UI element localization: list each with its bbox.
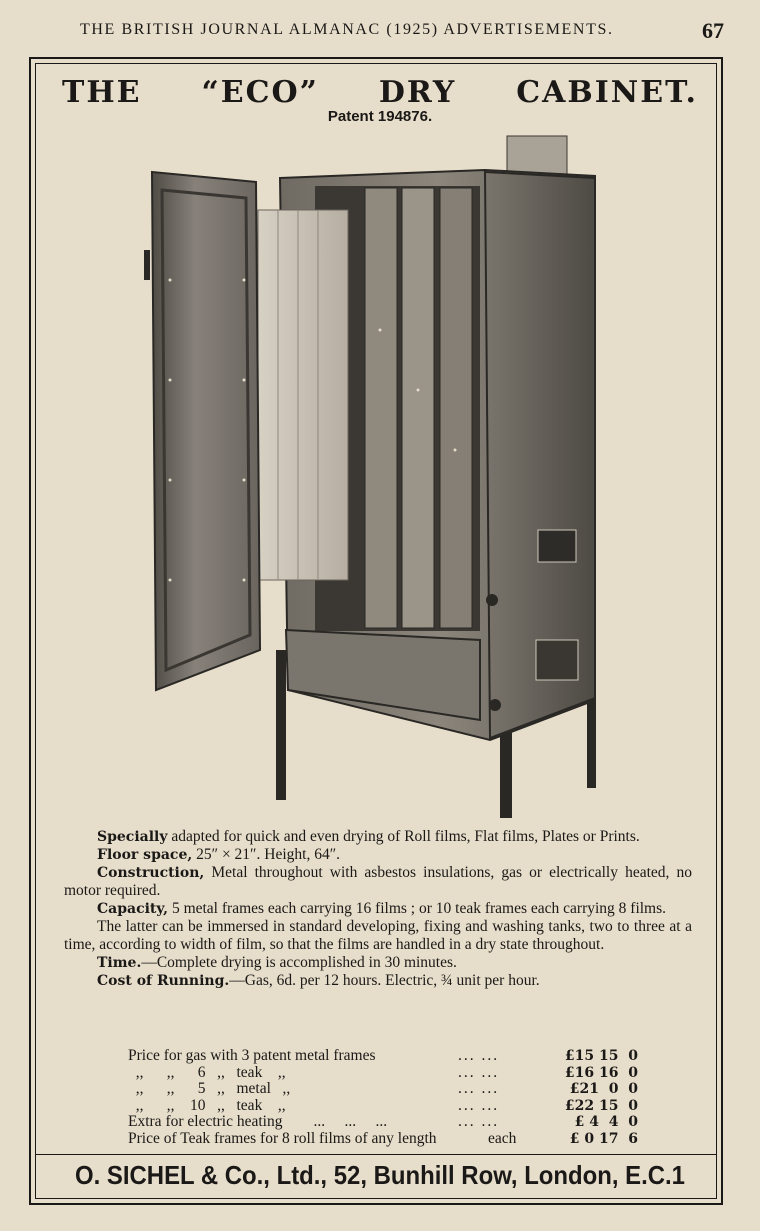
para-text: —Gas, 6d. per 12 hours. Electric, ¾ unit per hour. [229,972,540,989]
ad-paragraph [64,846,692,864]
para-lead: Construction, [97,865,205,881]
price-desc: ,, ,, 5 ,, metal ,, [128,1080,291,1097]
price-dots: ... ... [458,1063,500,1081]
para-text: —Complete drying is accomplished in 30 minutes. [141,954,457,971]
title-word: THE [62,74,142,110]
para-lead: Cost of Running. [97,973,230,989]
price-amount: £ 4 4 0 [574,1114,638,1130]
ad-paragraph [64,972,692,990]
drying-frame [440,188,472,628]
price-row [128,1048,638,1065]
ad-paragraph [64,954,692,972]
para-lead: Floor space, [97,847,193,863]
gas-tap [486,594,498,606]
price-dots: ... ... [458,1080,500,1097]
price-dots: ... ... [458,1113,500,1130]
ad-title [62,72,698,112]
running-head [0,18,760,46]
drying-frame [365,188,397,628]
side-vent [538,530,576,562]
price-row [128,1065,638,1082]
advertiser-address: O. SICHEL & Co., Ltd., 52, Bunhill Row, London, E.C.1 [75,1160,685,1190]
ad-paragraph [64,864,692,900]
side-vent [536,640,578,680]
para-text: Metal throughout with asbestos insulations, gas or electrically heated, no motor required. [64,864,692,899]
price-list [128,1048,638,1147]
price-row [128,1114,638,1131]
price-dots: ... ... [458,1047,500,1064]
para-text: 25″ × 21″. Height, 64″. [192,846,341,863]
price-desc: ,, ,, 6 ,, teak ,, [128,1063,286,1081]
page-number: 67 [702,18,724,43]
ad-paragraph [64,828,692,846]
door-handle [144,250,150,280]
price-dots: ... ... [458,1096,500,1114]
footer-divider [36,1154,716,1155]
title-word: CABINET. [516,74,698,110]
price-row [128,1081,638,1098]
patent-number: Patent 194876. [327,108,433,125]
para-text: The latter can be immersed in standard developing, fixing and washing tanks, two to three at a time, according to width of film, so that the films are handled in a dry state throughout. [64,918,692,953]
price-desc: Extra for electric heating ... ... ... [128,1113,388,1130]
price-amount: £16 16 0 [564,1064,638,1081]
hanging-film [258,210,348,580]
cabinet-leg [276,650,286,800]
gas-tap [489,699,501,711]
para-text: 5 metal frames each carrying 16 films ; or 10 teak frames each carrying 8 films. [168,900,667,917]
para-lead: Specially [97,829,168,845]
price-desc: Price for gas with 3 patent metal frames [128,1047,376,1064]
price-row [128,1098,638,1115]
price-amount: £22 15 0 [564,1097,638,1114]
price-row [128,1131,638,1148]
open-door [152,172,260,690]
drying-frame [402,188,434,628]
title-word: “ECO” [201,74,319,110]
price-desc: Price of Teak frames for 8 roll films of any length [128,1129,437,1147]
title-word: DRY [378,74,457,110]
ad-paragraph [64,918,692,954]
price-amount: £15 15 0 [564,1048,638,1064]
para-lead: Capacity, [97,901,169,917]
ad-body [64,828,692,990]
vent-chimney [507,136,567,176]
cabinet-illustration [140,130,610,820]
price-amount: £21 0 0 [569,1081,638,1097]
para-text: adapted for quick and even drying of Roll films, Flat films, Plates or Prints. [167,828,640,845]
journal-title: THE BRITISH JOURNAL ALMANAC (1925) ADVERTISEMENTS. [80,21,614,38]
price-amount: £ 0 17 6 [569,1130,638,1147]
price-desc: ,, ,, 10 ,, teak ,, [128,1096,286,1114]
para-lead: Time. [97,955,142,971]
price-each: each [488,1129,517,1147]
ad-paragraph [64,900,692,918]
